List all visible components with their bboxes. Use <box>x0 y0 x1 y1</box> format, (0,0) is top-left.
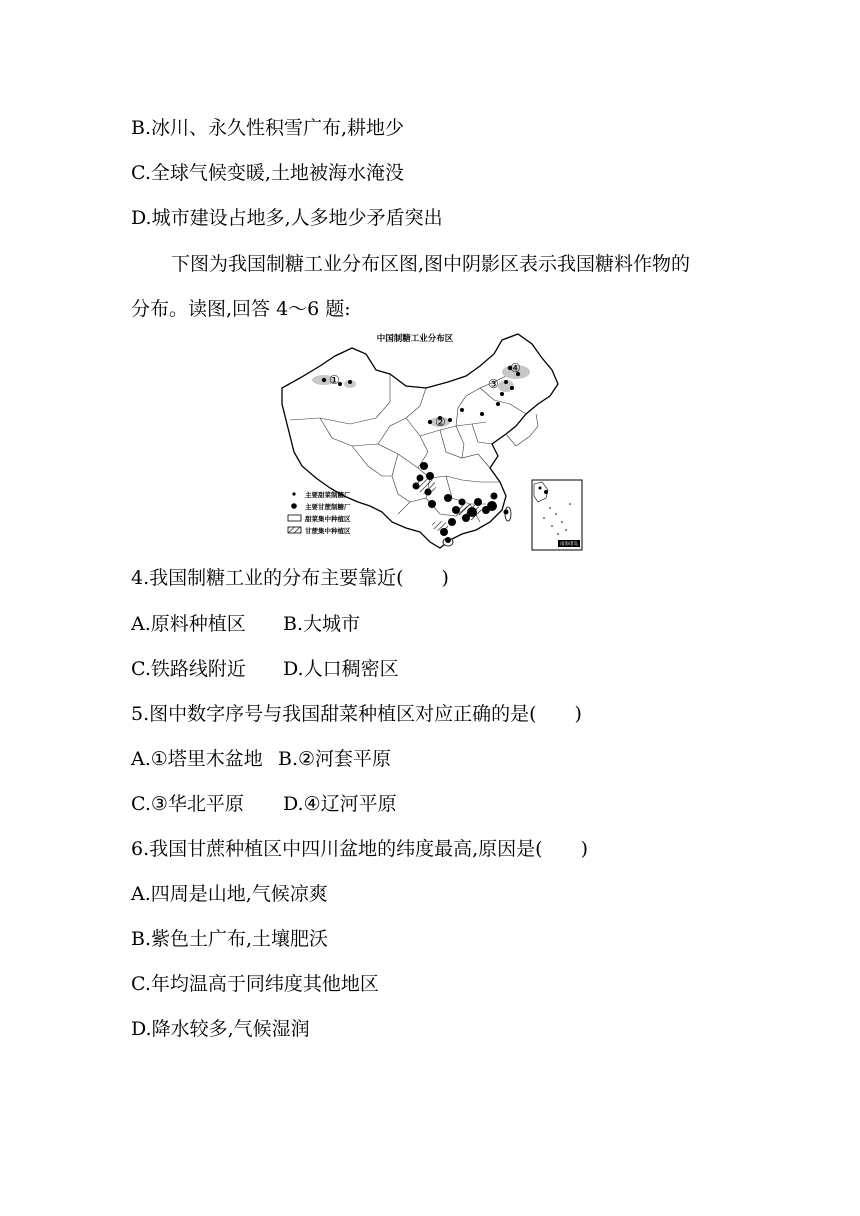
legend-hatched-box <box>288 527 301 533</box>
q6-option-b: B.紫色土广布,土壤肥沃 <box>131 928 329 950</box>
q3-option-c: C.全球气候变暖,土地被海水淹没 <box>131 162 404 184</box>
legend-large-dot <box>291 503 297 509</box>
q6-option-c: C.年均温高于同纬度其他地区 <box>131 973 379 995</box>
sugar-industry-map <box>280 326 588 554</box>
q5-option-b: B.②河套平原 <box>278 748 392 770</box>
q5-option-c: C.③华北平原 <box>131 793 244 815</box>
legend-cane-factory: 主要甘蔗制糖厂 <box>305 503 351 511</box>
marker-4: ④ <box>510 361 521 375</box>
marker-3: ③ <box>488 377 499 391</box>
q3-option-b: B.冰川、永久性积雪广布,耕地少 <box>131 117 405 139</box>
marker-1: ① <box>329 373 340 387</box>
legend-blank-box <box>288 515 301 521</box>
q3-option-d: D.城市建设占地多,人多地少矛盾突出 <box>131 207 443 229</box>
q5-option-d: D.④辽河平原 <box>283 793 397 815</box>
inset-label: 南海诸岛 <box>560 542 578 547</box>
intro-line-2: 分布。读图,回答 4～6 题: <box>131 298 351 320</box>
legend-small-dot <box>292 492 295 495</box>
legend-beet-factory: 主要甜菜制糖厂 <box>305 491 351 499</box>
q5-stem: 5.图中数字序号与我国甜菜种植区对应正确的是( ) <box>131 703 582 725</box>
legend-cane-area: 甘蔗集中种植区 <box>305 527 351 535</box>
q5-options-row-1 <box>131 747 391 771</box>
q6-stem: 6.我国甘蔗种植区中四川盆地的纬度最高,原因是( ) <box>131 838 588 860</box>
q4-stem: 4.我国制糖工业的分布主要靠近( ) <box>131 567 449 589</box>
q4-option-a: A.原料种植区 <box>131 613 246 635</box>
q4-option-d: D.人口稠密区 <box>283 658 399 680</box>
q4-option-b: B.大城市 <box>283 613 361 635</box>
intro-line-1: 下图为我国制糖工业分布区图,图中阴影区表示我国糖料作物的 <box>171 253 691 275</box>
q4-options-row-1 <box>131 612 360 636</box>
q6-option-d: D.降水较多,气候湿润 <box>131 1018 310 1040</box>
map-title: 中国制糖工业分布区 <box>376 334 454 344</box>
legend-beet-area: 甜菜集中种植区 <box>305 515 351 523</box>
q5-option-a: A.①塔里木盆地 <box>131 748 263 770</box>
q5-options-row-2 <box>131 792 397 816</box>
marker-2: ② <box>435 415 446 429</box>
q4-option-c: C.铁路线附近 <box>131 658 246 680</box>
q4-options-row-2 <box>131 657 399 681</box>
q6-option-a: A.四周是山地,气候凉爽 <box>131 883 328 905</box>
